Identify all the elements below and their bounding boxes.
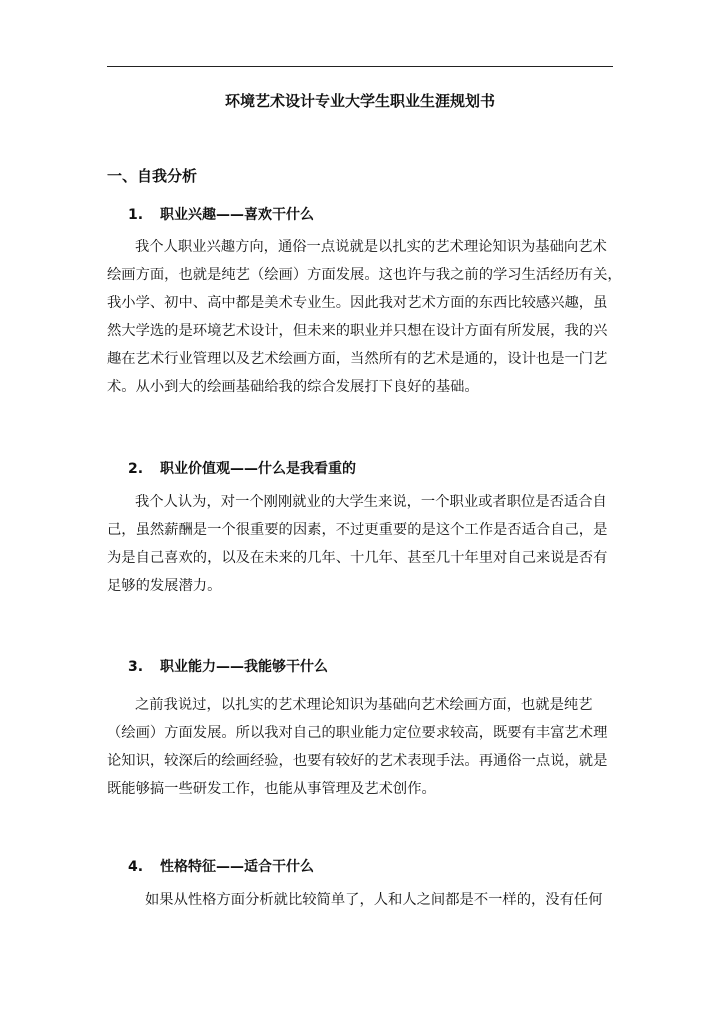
- section-heading-interest: [128, 204, 314, 226]
- section-title: 职业能力——我能够干什么: [160, 659, 328, 675]
- paragraph-line: 我个人认为，对一个刚刚就业的大学生来说，一个职业或者职位是否适合自: [135, 494, 607, 510]
- paragraph-line: 绘画方面，也就是纯艺（绘画）方面发展。这也许与我之前的学习生活经历有关，: [107, 267, 622, 283]
- paragraph-line: 然大学选的是环境艺术设计，但未来的职业并只想在设计方面有所发展，我的兴: [107, 323, 608, 339]
- part-heading: 一、自我分析: [107, 167, 198, 185]
- document-title: 环境艺术设计专业大学生职业生涯规划书: [224, 92, 495, 110]
- section-title: 性格特征——适合干什么: [160, 859, 314, 875]
- section-heading-personality: [128, 856, 314, 878]
- paragraph-line: 我小学、初中、高中都是美术专业生。因此我对艺术方面的东西比较感兴趣，虽: [107, 295, 608, 311]
- section-number: 2.: [128, 461, 144, 477]
- paragraph-line: 既能够搞一些研发工作，也能从事管理及艺术创作。: [107, 781, 436, 797]
- paragraph-line: （绘画）方面发展。所以我对自己的职业能力定位要求较高，既要有丰富艺术理: [107, 725, 608, 741]
- paragraph-line: 之前我说过，以扎实的艺术理论知识为基础向艺术绘画方面，也就是纯艺: [135, 697, 593, 713]
- section-number: 3.: [128, 659, 144, 675]
- paragraph-ability: [107, 691, 613, 803]
- paragraph-line: 我个人职业兴趣方向，通俗一点说就是以扎实的艺术理论知识为基础向艺术: [135, 239, 607, 255]
- header-rule: [107, 66, 613, 67]
- paragraph-line: 足够的发展潜力。: [107, 578, 222, 594]
- paragraph-values: [107, 488, 613, 600]
- section-title: 职业价值观——什么是我看重的: [160, 461, 356, 477]
- section-heading-values: [128, 458, 356, 480]
- paragraph-line: 术。从小到大的绘画基础给我的综合发展打下良好的基础。: [107, 379, 479, 395]
- paragraph-line: 论知识，较深后的绘画经验，也要有较好的艺术表现手法。再通俗一点说，就是: [107, 753, 608, 769]
- paragraph-line: 己，虽然薪酬是一个很重要的因素，不过更重要的是这个工作是否适合自己，是: [107, 522, 608, 538]
- paragraph-line: 趣在艺术行业管理以及艺术绘画方面，当然所有的艺术是通的，设计也是一门艺: [107, 351, 608, 367]
- paragraph-line: 为是自己喜欢的，以及在未来的几年、十几年、甚至几十年里对自己来说是否有: [107, 550, 608, 566]
- paragraph-personality: [107, 886, 613, 914]
- paragraph-interest: [107, 233, 622, 401]
- section-number: 4.: [128, 859, 144, 875]
- section-number: 1.: [128, 207, 144, 223]
- section-heading-ability: [128, 656, 328, 678]
- paragraph-line: 如果从性格方面分析就比较简单了，人和人之间都是不一样的，没有任何: [145, 892, 603, 908]
- section-title: 职业兴趣——喜欢干什么: [160, 207, 314, 223]
